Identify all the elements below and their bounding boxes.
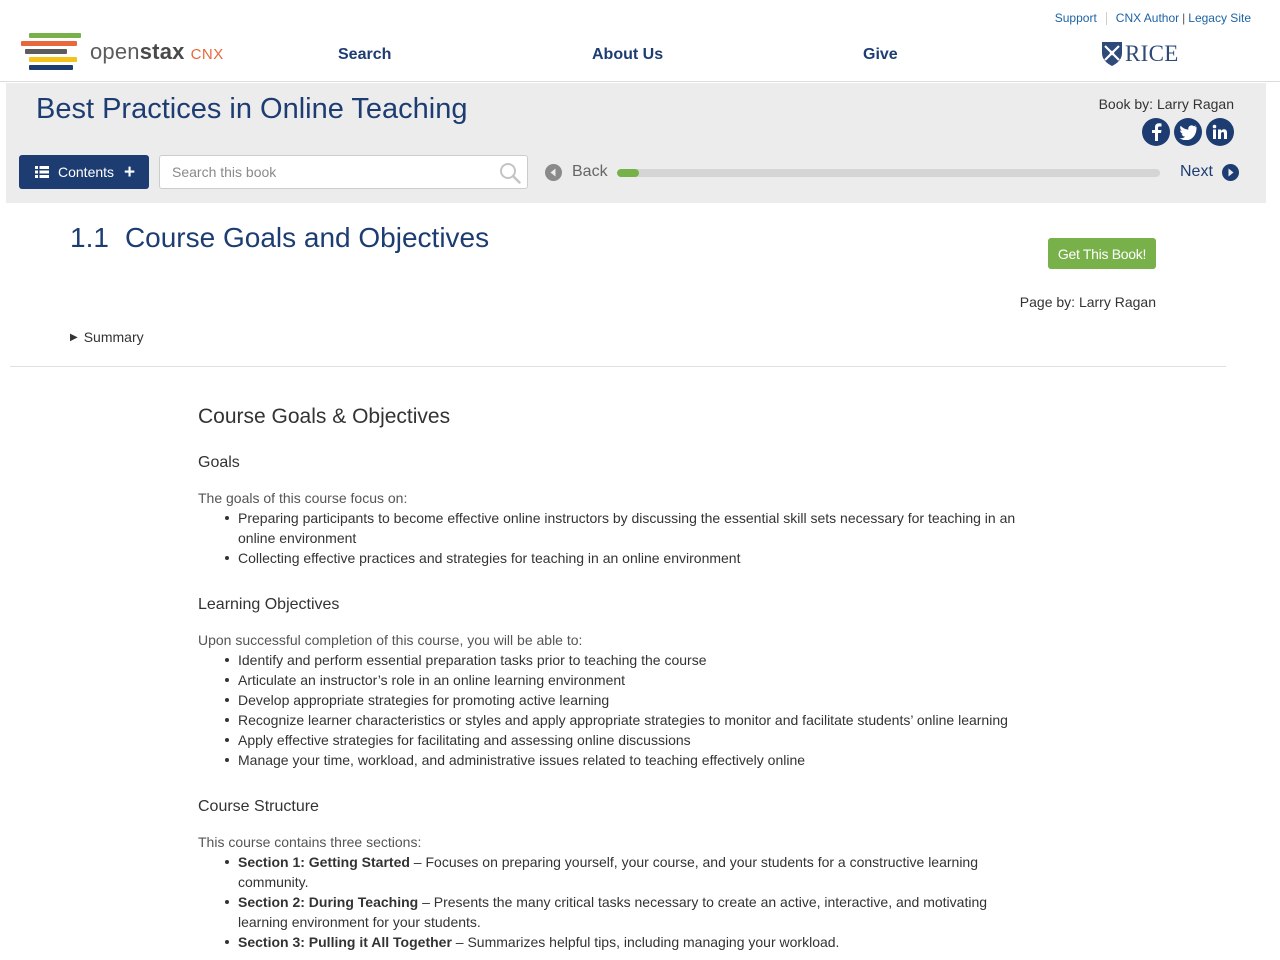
logo-open: open — [90, 39, 140, 64]
book-author: Book by: Larry Ragan — [1098, 96, 1234, 112]
content-heading: Course Goals & Objectives — [198, 405, 451, 428]
objectives-list — [198, 650, 1038, 770]
goals-intro: The goals of this course focus on: — [198, 490, 408, 506]
summary-label: Summary — [83, 329, 144, 345]
site-header — [0, 0, 1280, 82]
summary-toggle[interactable] — [70, 329, 144, 345]
structure-heading: Course Structure — [198, 798, 319, 815]
social-links — [1142, 118, 1234, 146]
plus-icon: + — [124, 161, 136, 183]
linkedin-icon[interactable] — [1206, 118, 1234, 146]
next-label: Next — [1180, 163, 1213, 180]
back-button[interactable] — [545, 163, 608, 181]
back-arrow-icon — [545, 164, 562, 181]
list-item: Develop appropriate strategies for promoting active learning — [238, 690, 1038, 710]
section-number: 1.1 — [70, 222, 109, 253]
next-arrow-icon — [1222, 164, 1239, 181]
section-name: Section 3: Pulling it All Together — [238, 934, 452, 950]
support-link[interactable]: Support — [1054, 11, 1097, 25]
structure-list — [198, 852, 1038, 952]
search-icon[interactable] — [499, 162, 521, 189]
structure-intro: This course contains three sections: — [198, 834, 422, 850]
section-description: – Summarizes helpful tips, including managing your workload. — [451, 934, 840, 950]
openstax-cnx-logo[interactable] — [21, 31, 226, 73]
twitter-icon[interactable] — [1174, 118, 1202, 146]
list-item: Articulate an instructor’s role in an online learning environment — [238, 670, 1038, 690]
list-item: Identify and perform essential preparation tasks prior to teaching the course — [238, 650, 1038, 670]
section-name: Section 1: Getting Started — [238, 854, 410, 870]
list-item — [238, 892, 1038, 932]
list-item — [238, 852, 1038, 892]
list-item: Apply effective strategies for facilitating and assessing online discussions — [238, 730, 1038, 750]
logo-wordmark — [90, 39, 224, 65]
goals-list — [198, 508, 1038, 568]
rice-shield-icon — [1101, 41, 1123, 67]
goals-heading: Goals — [198, 454, 240, 471]
nav-about-us[interactable]: About Us — [592, 46, 664, 63]
objectives-heading: Learning Objectives — [198, 596, 340, 613]
list-item: Collecting effective practices and strategies for teaching in an online environment — [238, 548, 1038, 568]
rice-logo[interactable] — [1101, 41, 1179, 67]
section-name: Section 2: During Teaching — [238, 894, 419, 910]
books-logo-icon — [21, 31, 83, 73]
page-content — [198, 405, 1038, 960]
logo-stax: stax — [139, 39, 185, 64]
book-banner — [6, 83, 1266, 203]
list-icon — [35, 166, 49, 178]
list-item: Recognize learner characteristics or styles and apply appropriate strategies to monitor and facilitate students’ online learning — [238, 710, 1038, 730]
list-item: Preparing participants to become effective online instructors by discussing the essential skill sets necessary for teaching in an online environment — [238, 508, 1038, 548]
book-title[interactable]: Best Practices in Online Teaching — [36, 93, 468, 125]
book-search — [159, 155, 528, 189]
cnx-author-link[interactable]: CNX Author — [1115, 11, 1180, 25]
back-label: Back — [572, 163, 608, 180]
contents-button[interactable] — [19, 155, 149, 189]
list-item: Manage your time, workload, and administrative issues related to teaching effectively online — [238, 750, 1038, 770]
legacy-site-link[interactable]: Legacy Site — [1188, 11, 1251, 25]
section-description: – Presents the many critical tasks necessary to create an active, interactive, and motivating learning environment for your students. — [238, 894, 988, 930]
nav-give[interactable]: Give — [863, 46, 898, 63]
reading-progress-fill — [617, 169, 639, 177]
facebook-icon[interactable] — [1142, 118, 1170, 146]
get-this-book-button[interactable]: Get This Book! — [1048, 238, 1156, 269]
contents-label: Contents — [58, 164, 115, 180]
objectives-intro: Upon successful completion of this course, you will be able to: — [198, 632, 583, 648]
page-title — [70, 222, 489, 254]
logo-cnx: CNX — [190, 46, 224, 63]
reading-progress-bar — [617, 169, 1160, 177]
page-author: Page by: Larry Ragan — [1019, 294, 1156, 310]
list-item — [238, 932, 1038, 952]
book-search-input[interactable] — [160, 156, 480, 188]
utility-pipe: | — [1182, 11, 1186, 25]
section-title: Course Goals and Objectives — [124, 222, 490, 253]
nav-search[interactable]: Search — [338, 46, 392, 63]
disclosure-triangle-icon: ▶ — [70, 331, 78, 343]
rice-wordmark: RICE — [1125, 41, 1179, 66]
section-description: – Focuses on preparing yourself, your course, and your students for a constructive learning community. — [238, 854, 979, 890]
content-divider — [10, 366, 1226, 367]
next-button[interactable] — [1180, 163, 1239, 181]
